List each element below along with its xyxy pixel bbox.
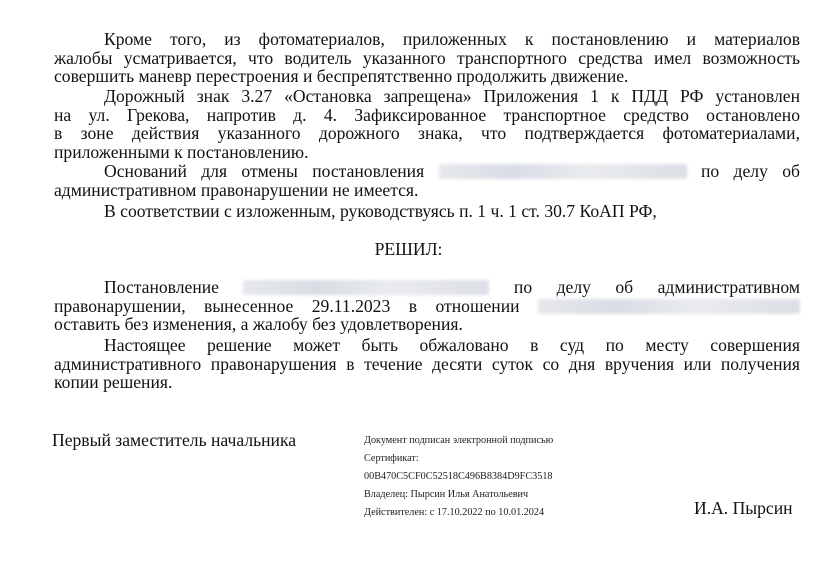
signer-name: И.А. Пырсин	[694, 498, 793, 518]
redacted-resolution-number	[243, 280, 489, 295]
text-line: правонарушении, вынесенное 29.11.2023 в отношении	[54, 297, 800, 316]
text-line: административного правонарушения в течение десяти суток со дня вручения или получения	[54, 353, 800, 374]
redacted-person-name	[538, 299, 800, 314]
text-line: В соответствии с изложенным, руководствуясь п. 1 ч. 1 ст. 30.7 КоАП РФ,	[104, 201, 657, 221]
text-line: совершить маневр перестроения и беспрепятственно продолжить движение.	[54, 66, 629, 86]
text-line: Оснований для отмены постановления по делу об	[104, 161, 800, 181]
text-line: копии решения.	[54, 372, 173, 392]
paragraph-appeal-rights	[54, 336, 800, 392]
text-line: Настоящее решение может быть обжаловано в суд по месту совершения	[104, 335, 800, 355]
text-line: Постановление по делу об административном	[104, 277, 801, 297]
stamp-certificate-number: 00B470C5CF0C52518C496B8384D9FC3518	[364, 471, 553, 482]
text-line: оставить без изменения, а жалобу без удовлетворения.	[54, 314, 463, 334]
text-line: Дорожный знак 3.27 «Остановка запрещена» Приложения 1 к ПДД РФ установлен	[104, 86, 800, 106]
text-line: на ул. Грекова, напротив д. 4. Зафиксированное транспортное средство остановлено	[54, 104, 800, 125]
stamp-line: Сертификат:	[364, 453, 419, 464]
text-line: в зоне действия указанного дорожного знака, что подтверждается фотоматериалами,	[54, 123, 800, 143]
electronic-signature-stamp	[364, 432, 553, 522]
paragraph-guided-by	[54, 202, 800, 221]
stamp-owner: Владелец: Пырсин Илья Анатольевич	[364, 489, 529, 500]
paragraph-photo-materials	[54, 30, 800, 86]
text-line: Кроме того, из фотоматериалов, приложенных к постановлению и материалов	[104, 29, 800, 49]
paragraph-no-grounds	[54, 162, 800, 199]
stamp-line: Документ подписан электронной подписью	[364, 435, 554, 446]
redacted-resolution-number	[439, 164, 687, 179]
stamp-validity: Действителен: с 17.10.2022 по 10.01.2024	[364, 507, 545, 518]
text-line: административном правонарушении не имеется.	[54, 179, 419, 200]
text-line: жалобы усматривается, что водитель указанного транспортного средства имел возможность	[54, 47, 800, 68]
decision-heading: РЕШИЛ:	[374, 239, 443, 259]
paragraph-road-sign	[54, 87, 800, 161]
text-line: приложенными к постановлению.	[54, 141, 309, 162]
paragraph-resolution-upheld	[54, 278, 800, 334]
signatory-position: Первый заместитель начальника	[52, 430, 297, 450]
